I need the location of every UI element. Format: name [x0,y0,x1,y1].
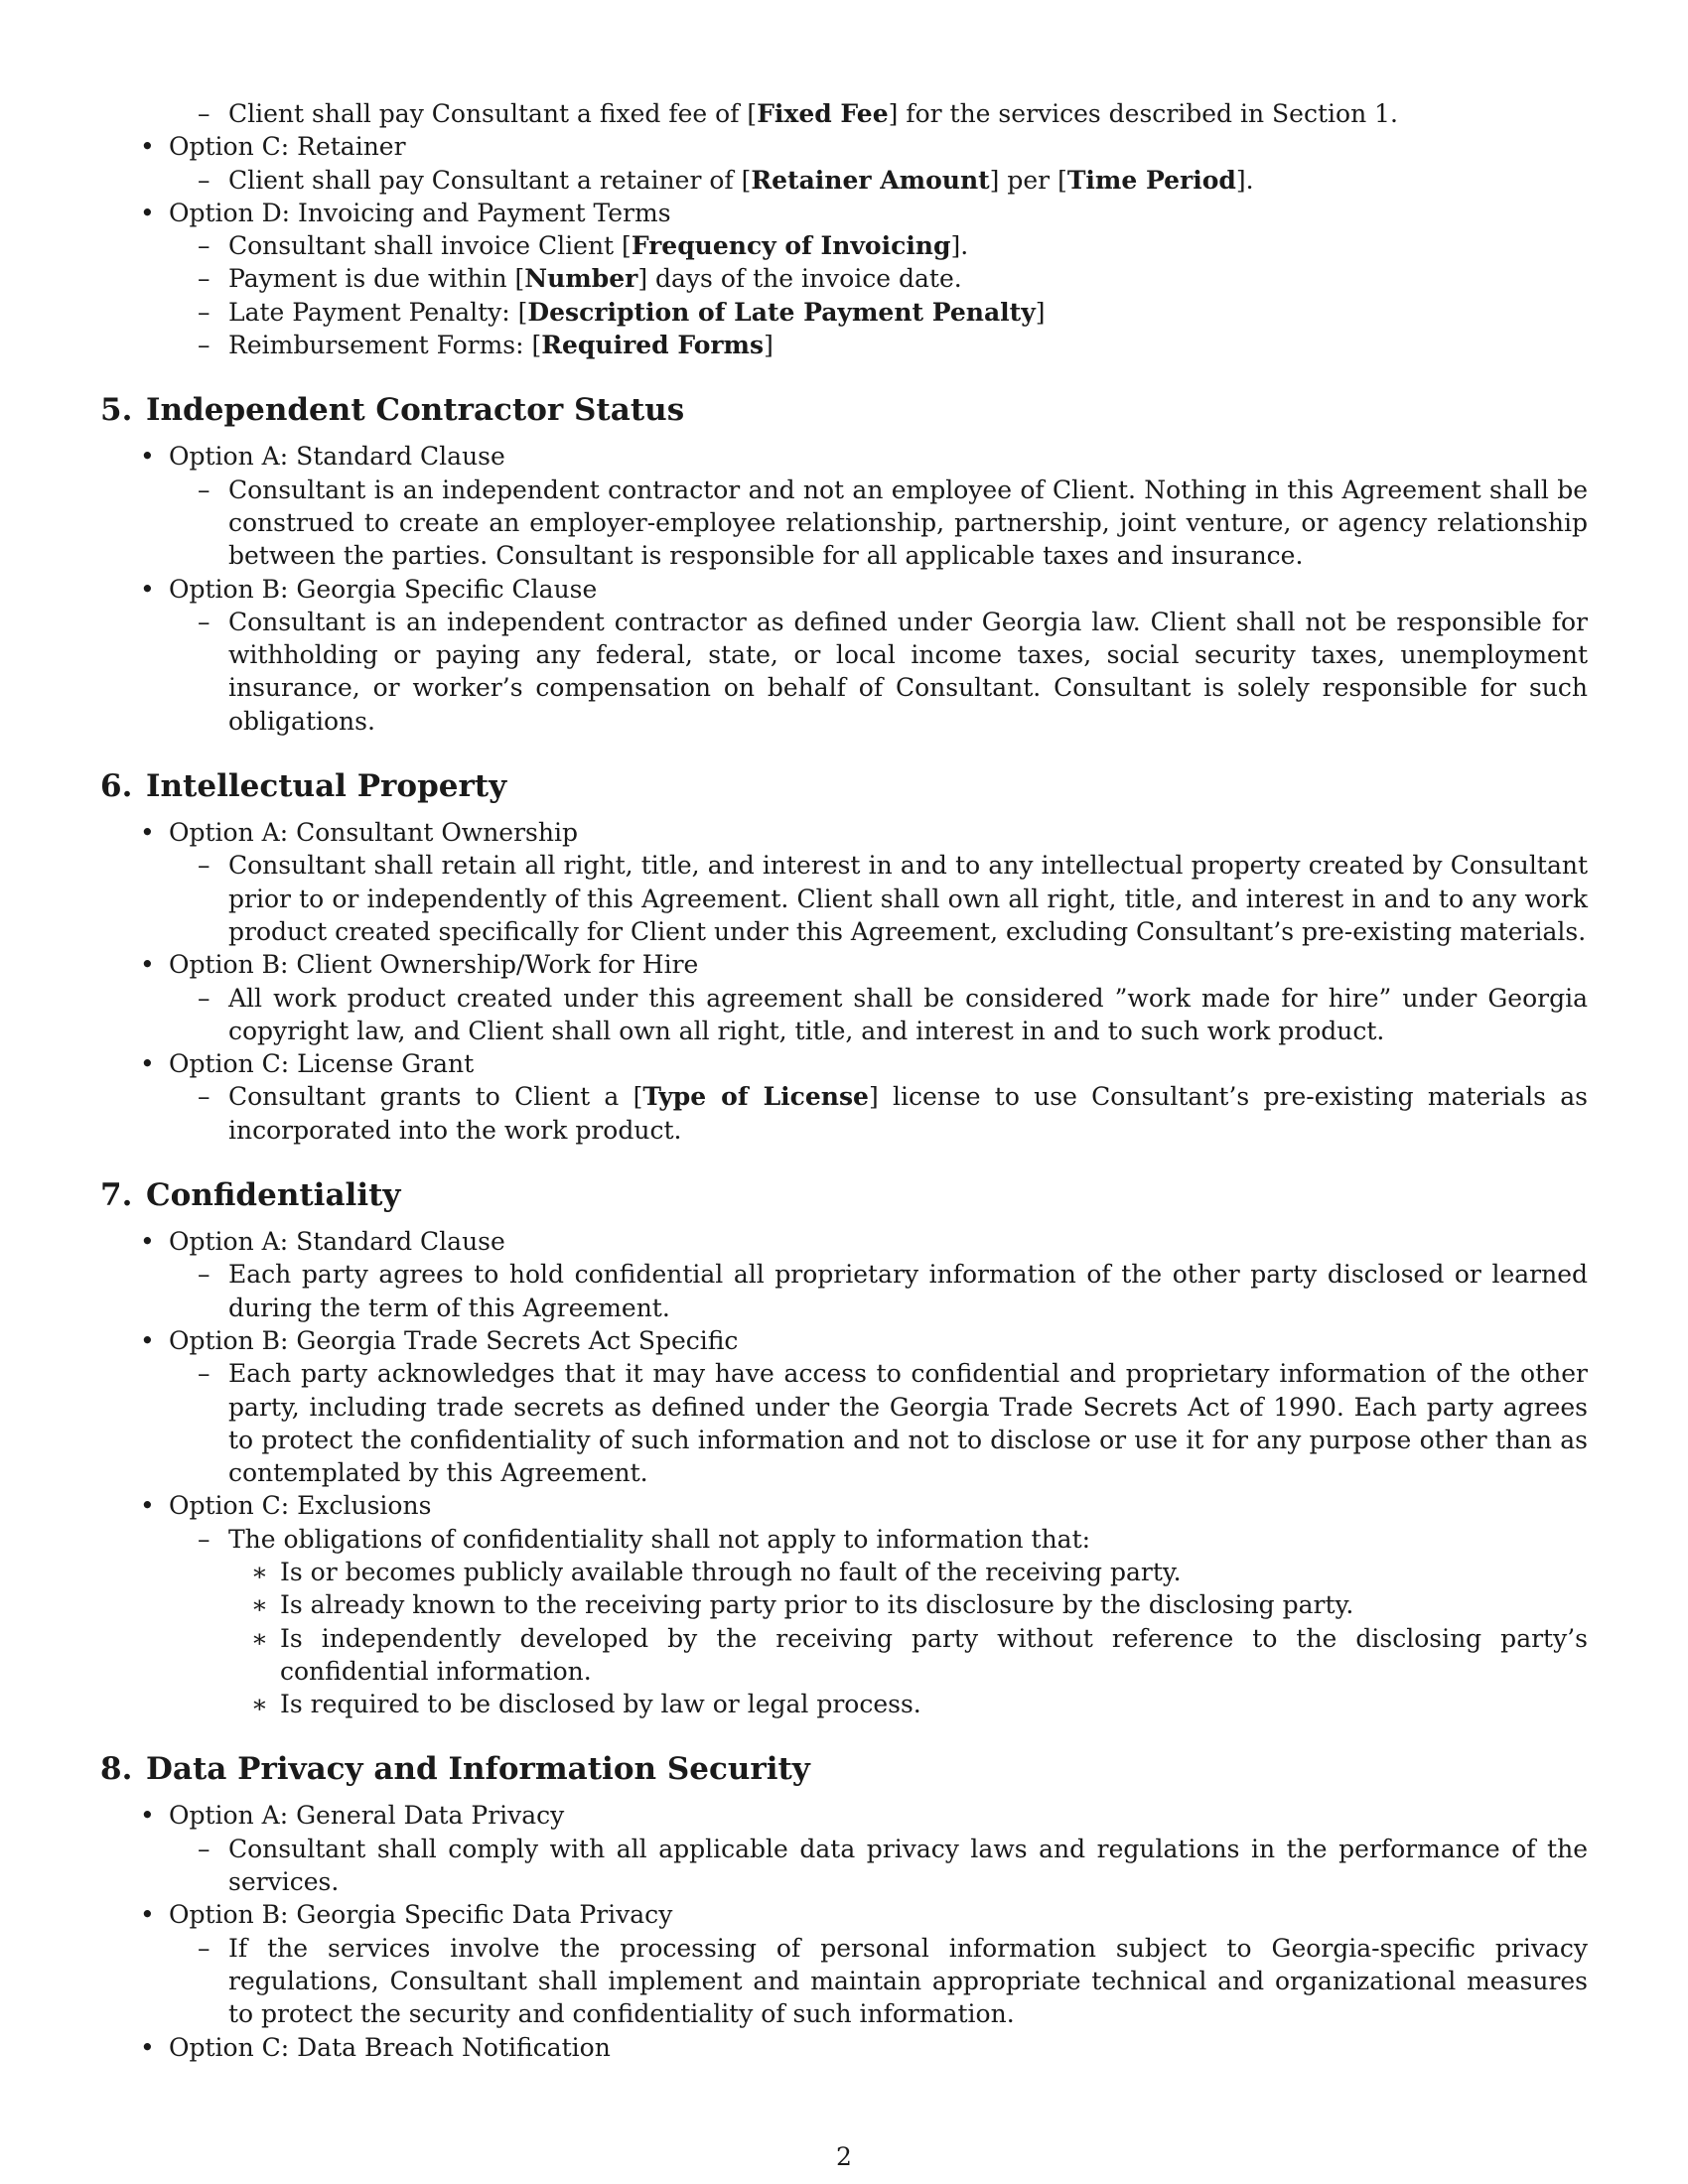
clause-item [100,164,1588,197]
section-heading [100,1749,1588,1789]
text-run: Consultant is an independent contractor and not an employee of Client. Nothing in this Agreement shall be construed to create an employer-employee relationship, partnership, joint venture, or agency relationship between the parties. Consultant is responsible for all applicable taxes and insurance. [228,475,1588,571]
clause-item [100,1523,1588,1556]
section-heading [100,1175,1588,1215]
document-page [100,97,1588,2064]
clause-item [100,262,1588,295]
text-run: ] per [ [989,165,1067,195]
placeholder-field: Frequency of Invoicing [631,231,951,261]
clause-item [100,849,1588,948]
section-number: 8. [100,1751,133,1788]
text-run: Option C: License Grant [169,1049,475,1079]
text-run: Option C: Exclusions [169,1491,432,1521]
text-run: Client shall pay Consultant a retainer of [ [228,165,752,195]
sub-clause-item [100,1688,1588,1720]
text-run: Consultant shall comply with all applicable data privacy laws and regulations in the performance of the services. [228,1834,1588,1897]
text-run: Option B: Client Ownership/Work for Hire [169,950,699,980]
option-item [100,1047,1588,1080]
placeholder-field: Type of License [642,1082,869,1112]
text-run: Is or becomes publicly available through no fault of the receiving party. [280,1557,1182,1586]
text-run: Option C: Data Breach Notification [169,2032,611,2062]
text-run: All work product created under this agreement shall be considered ”work made for hire” under Georgia copyright law, and Client shall own all right, title, and interest in and to such work product. [228,983,1588,1045]
page-number: 2 [836,2142,852,2171]
text-run: Consultant is an independent contractor as defined under Georgia law. Client shall not be responsible for withholding or paying any federal, state, or local income taxes, social security taxes, unemployment insurance, or worker’s compensation on behalf of Consultant. Consultant is solely responsible for such obligations. [228,607,1588,736]
text-run: ] license to use Consultant’s pre-existing materials as incorporated into the work product. [228,1082,1588,1145]
option-item [100,948,1588,981]
text-run: ] for the services described in Section 1. [888,99,1398,128]
text-run: Is independently developed by the receiving party without reference to the disclosing party’s confidential information. [280,1623,1588,1686]
text-run: Is already known to the receiving party prior to its disclosure by the disclosing party. [280,1590,1354,1620]
text-run: ]. [1235,165,1254,195]
section [100,766,1588,1147]
option-item [100,1799,1588,1832]
option-item [100,2031,1588,2064]
section-heading [100,390,1588,430]
placeholder-field: Retainer Amount [751,165,990,195]
text-run: Each party agrees to hold confidential all proprietary information of the other party disclosed or learned during the term of this Agreement. [228,1260,1588,1322]
text-run: Option D: Invoicing and Payment Terms [169,198,671,227]
text-run: Option C: Retainer [169,132,406,162]
clause-item [100,474,1588,573]
clause-item [100,329,1588,361]
option-item [100,1898,1588,1931]
sub-clause-item [100,1556,1588,1588]
clause-item [100,1080,1588,1147]
text-run: ] [1035,297,1046,327]
placeholder-field: Time Period [1066,165,1236,195]
sub-clause-item [100,1622,1588,1689]
text-run: Client shall pay Consultant a fixed fee of [ [228,99,758,128]
text-run: Option A: Standard Clause [169,442,505,472]
text-run: Option B: Georgia Trade Secrets Act Specific [169,1325,739,1355]
text-run: Consultant shall retain all right, title, and interest in and to any intellectual property created by Consultant prior to or independently of this Agreement. Client shall own all right, title, and interest in and to any work product created specifically for Client under this Agreement, excluding Consultant’s pre-existing materials. [228,851,1588,946]
section-title: Data Privacy and Information Security [146,1751,810,1788]
option-item [100,1225,1588,1258]
section-title: Intellectual Property [146,768,507,805]
option-item [100,1324,1588,1357]
clause-item [100,296,1588,329]
section-title: Independent Contractor Status [146,392,685,429]
placeholder-field: Required Forms [541,331,765,360]
text-run: ] days of the invoice date. [637,264,962,294]
section-title: Confidentiality [146,1177,401,1214]
text-run: Each party acknowledges that it may have access to confidential and proprietary information of the other party, including trade secrets as defined under the Georgia Trade Secrets Act of 1990. Each party agrees to protect the confidentiality of such information and not to disclose or use it for any purpose other than as contemplated by this Agreement. [228,1359,1588,1488]
clause-item [100,982,1588,1048]
text-run: Consultant grants to Client a [ [228,1082,643,1112]
clause-item [100,606,1588,738]
text-run: Reimbursement Forms: [ [228,331,542,360]
text-run: Late Payment Penalty: [ [228,297,528,327]
text-run: The obligations of confidentiality shall not apply to information that: [228,1524,1091,1554]
section-heading [100,766,1588,806]
option-item [100,197,1588,229]
text-run: Consultant shall invoice Client [ [228,231,632,261]
sub-clause-item [100,1588,1588,1621]
text-run: ]. [950,231,969,261]
clause-item [100,1357,1588,1489]
clause-item [100,97,1588,130]
section [100,1749,1588,2063]
placeholder-field: Description of Late Payment Penalty [527,297,1036,327]
text-run: ] [764,331,774,360]
clause-item [100,1932,1588,2031]
option-item [100,130,1588,163]
text-run: Option A: General Data Privacy [169,1801,565,1831]
section-number: 6. [100,768,133,805]
placeholder-field: Number [524,264,638,294]
clause-item [100,229,1588,262]
clause-item [100,1833,1588,1899]
text-run: Option B: Georgia Specific Clause [169,574,598,604]
option-item [100,1489,1588,1522]
text-run: Is required to be disclosed by law or legal process. [280,1690,921,1719]
text-run: Option A: Consultant Ownership [169,818,578,848]
section [100,390,1588,738]
option-item [100,816,1588,849]
clause-item [100,1258,1588,1324]
placeholder-field: Fixed Fee [757,99,889,128]
text-run: If the services involve the processing of personal information subject to Georgia-specific privacy regulations, Consultant shall implement and maintain appropriate technical and organizational measures to protect the security and confidentiality of such information. [228,1933,1588,2029]
option-item [100,440,1588,473]
text-run: Option B: Georgia Specific Data Privacy [169,1900,673,1930]
option-item [100,573,1588,606]
text-run: Option A: Standard Clause [169,1227,505,1257]
section-number: 7. [100,1177,133,1214]
section-number: 5. [100,392,133,429]
text-run: Payment is due within [ [228,264,525,294]
section [100,1175,1588,1720]
sections [100,390,1588,2063]
continued-list [100,97,1588,361]
